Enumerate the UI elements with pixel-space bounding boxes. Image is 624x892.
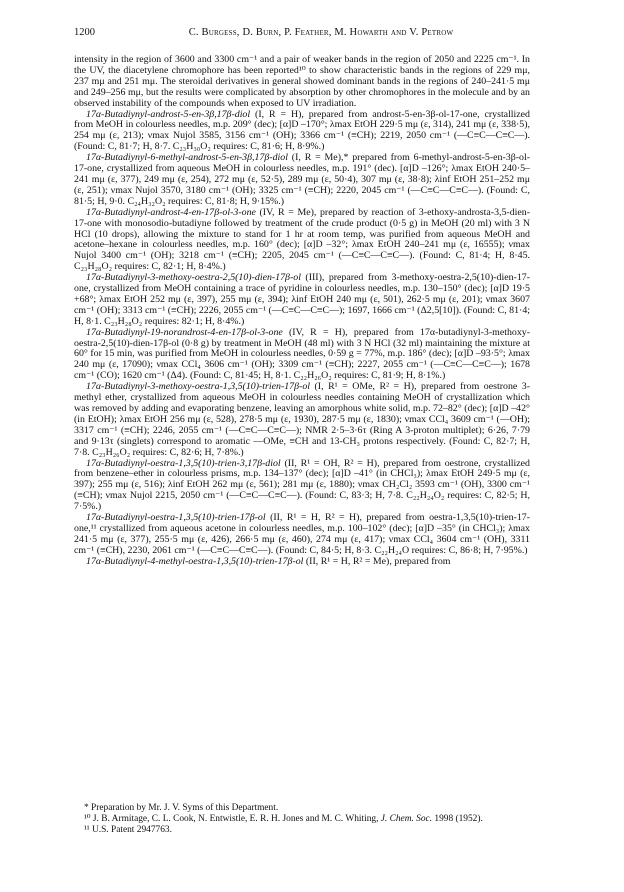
compound-name: 17α-Butadiynyl-androst-4-en-17β-ol-3-one xyxy=(86,206,256,218)
compound-entry xyxy=(74,513,530,557)
compound-name: 17α-Butadiynyl-oestra-1,3,5(10)-trien-3,17β-diol xyxy=(86,457,281,469)
compound-name: 17α-Butadiynyl-6-methyl-androst-5-en-3β,17β-diol xyxy=(86,152,288,164)
compound-name: 17α-Butadiynyl-3-methoxy-oestra-2,5(10)-dien-17β-ol xyxy=(86,272,301,284)
footnote-journal: J. Chem. Soc. xyxy=(380,814,433,824)
compound-details: (II, R¹ = OH, R² = H), prepared from oestrone, crystallized from benzene–ether in colourless prisms, m.p. 134–137° (dec); [α]D –41° (in CHCl₃); λmax EtOH 249·5 mμ (ε, 397); 255 mμ (ε, 516); λinf EtOH 262 mμ (ε, 561); 281 mμ (ε, 1880); νmax CH₂Cl₂ 3593 cm⁻¹ (OH), 3300 cm⁻¹ (≡CH); νmax Nujol 2215, 2050 cm⁻¹ (—C≡C—C≡C—). (Found: C, 83·3; H, 7·8. C₂₂H₂₄O₂ requires: C, 82·5; H, 7·5%.) xyxy=(74,457,530,513)
compound-name: 17α-Butadiynyl-3-methoxy-oestra-1,3,5(10)-trien-17β-ol xyxy=(86,381,310,393)
compound-details: (I, R = H), prepared from androst-5-en-3β-ol-17-one, crystallized from MeOH in colourless needles, m.p. 209° (dec); [α]D –170°; λmax EtOH 229·5 mμ (ε, 314), 241 mμ (ε, 338·5), 254 mμ (ε, 213); νmax Nujol 3585, 3156 cm⁻¹ (OH); 3366 cm⁻¹ (≡CH); 2219, 2050 cm⁻¹ (—C≡C—C≡C—). (Found: C, 81·7; H, 8·7. C₂₃H₃₀O₂ requires: C, 81·6; H, 8·9%.) xyxy=(74,108,530,153)
compound-details: (II, R¹ = H, R² = H), prepared from oestra-1,3,5(10)-trien-17-one,¹¹ crystallized from aqueous acetone in colourless needles, m.p. 100–102° (dec); [α]D –35° (in CHCl₃); λmax 241·5 mμ (ε, 377), 255·5 mμ (ε, 426), 266·5 mμ (ε, 460), 274 mμ (ε, 417); νmax CCl₄ 3604 cm⁻¹ (OH), 3311 cm⁻¹ (≡CH), 2230, 2061 cm⁻¹ (—C≡C—C≡C—). (Found: C, 84·5; H, 8·3. C₂₂H₂₄O requires: C, 86·8; H, 7·95%.) xyxy=(74,512,530,556)
article-body xyxy=(74,55,530,568)
intro-paragraph: intensity in the region of 3600 and 3300 cm⁻¹ and a pair of weaker bands in the region of 2050 and 2225 cm⁻¹. In the UV, the diacetylene chromophore has been reported¹⁰ to show characteristic bands in the regions of 229 mμ, 237 mμ and 251 mμ. The steroidal derivatives in general showed dominant bands in the regions of 240–241·5 mμ and 249–256 mμ, but the results were complicated by absorption by other chromophores in the molecule and by an observed instability of the compounds when exposed to UV irradiation. xyxy=(74,54,530,109)
compound-name: 17α-Butadiynyl-4-methyl-oestra-1,3,5(10)-trien-17β-ol xyxy=(86,555,304,567)
compound-entry xyxy=(74,382,530,458)
footnote: * Preparation by Mr. J. V. Syms of this Department. xyxy=(84,803,279,813)
running-title: C. Burgess, D. Burn, P. Feather, M. Howarth and V. Petrow xyxy=(188,27,454,38)
compound-details: (IV, R = H), prepared from 17α-butadiynyl-3-methoxy-oestra-2,5(10)-dien-17β-ol (0·8 g) by treatment in MeOH (48 ml) with 3 N HCl (32 ml) maintaining the mixture at 60° for 15 min, was purified from MeOH in colourless needles, 0·59 g = 77%, m.p. 186° (dec); [α]D –93·5°; λmax 240 mμ (ε, 17090); νmax CCl₄ 3606 cm⁻¹ (OH); 3309 cm⁻¹ (≡CH); 2227, 2055 cm⁻¹ (—C≡C—C≡C—); 1678 cm⁻¹ (CO); 1620 cm⁻¹ (Δ4). (Found: C, 81·45; H, 8·1. C₂₂H₂₆O₂ requires: C, 81·9; H, 8·1%.) xyxy=(74,326,530,382)
compound-entry xyxy=(74,110,530,154)
compound-entry xyxy=(74,273,530,328)
footnote: ¹¹ U.S. Patent 2947763. xyxy=(84,825,172,835)
compound-entry xyxy=(74,459,530,514)
compound-entry xyxy=(74,557,530,568)
compound-details: (I, R = Me),* prepared from 6-methyl-androst-5-en-3β-ol-17-one, crystallized from aqueous MeOH in colourless needles, m.p. 191° (dec). [α]D –126°; λmax EtOH 240·5–241 mμ (ε, 377), 249 mμ (ε, 254), 272 mμ (ε, 52·5), 289 mμ (ε, 50·4), 307 mμ (ε, 38·8); λinf EtOH 251–252 mμ (ε, 251); νmax Nujol 3570, 3180 cm⁻¹ (OH); 3325 cm⁻¹ (≡CH); 2220, 2045 cm⁻¹ (—C≡C—C≡C—). (Found: C, 81·5; H, 9·0. C₂₄H₃₂O₂ requires: C, 81·8; H, 9·15%.) xyxy=(74,152,530,207)
compound-details: (III), prepared from 3-methoxy-oestra-2,5(10)-dien-17-one, crystallized from MeOH containing a trace of pyridine in colourless needles, m.p. 130–150° (dec); [α]D 19·5 +68°; λmax EtOH 252 mμ (ε, 397), 255 mμ (ε, 394); λinf EtOH 240 mμ (ε, 501), 262·5 mμ (ε, 201); νmax 3607 cm⁻¹ (OH); 3313 cm⁻¹ (≡CH); 2226, 2055 cm⁻¹ (—C≡C—C≡C—); 1697, 1666 cm⁻¹ (Δ2,5[10]). (Found: C, 81·4; H, 8·1. C₂₃H₂₈O₂ requires: 82·1; H, 8·4%.) xyxy=(74,272,530,327)
footnote-authors: ¹⁰ J. B. Armitage, C. L. Cook, N. Entwistle, E. R. H. Jones and M. C. Whiting, xyxy=(84,814,381,824)
compound-name: 17α-Butadiynyl-oestra-1,3,5(10)-trien-17β-ol xyxy=(86,512,266,524)
compound-details: (IV, R = Me), prepared by reaction of 3-ethoxy-androsta-3,5-dien-17-one with monosodio-butadiyne followed by treatment of the crude product (0·5 g) in MeOH (20 ml) with 3 N HCl (10 drops), allowing the mixture to stand for 1 hr at room temp, was purified from aqueous MeOH and acetone–hexane in colourless needles, m.p. 160° (dec); [α]D –32°; λmax EtOH 240–241 mμ (ε, 16555); νmax Nujol 3400 cm⁻¹ (OH); 3218 cm⁻¹ (≡CH); 2205, 2045 cm⁻¹ (—C≡C—C≡C—). (Found: C, 81·4; H, 8·45. C₂₃H₂₈O₂ requires: C, 82·1; H, 8·4%.) xyxy=(74,206,530,273)
compound-entry xyxy=(74,328,530,383)
running-header xyxy=(74,27,528,41)
footnotes xyxy=(74,803,530,836)
page-number: 1200 xyxy=(74,27,95,38)
compound-name: 17α-Butadiynyl-androst-5-en-3β,17β-diol xyxy=(86,108,251,120)
compound-details: (I, R¹ = OMe, R² = H), prepared from oestrone 3-methyl ether, crystallized from aqueous MeOH in colourless needles containing MeOH of crystallization which was removed by adding and evaporating benzene, leaving an amorphous white solid, m.p. 72–82° (dec); [α]D –42° (in EtOH); λmax EtOH 256 mμ (ε, 528), 278·5 mμ (ε, 1930), 287·5 mμ (ε, 1830); νmax CCl₄ 3609 cm⁻¹ (—OH); 3317 cm⁻¹ (≡CH); 2246, 2055 cm⁻¹ (—C≡C—C≡C—); NMR 2·5–3·6τ (Ring A 3-proton multiplet); 6·26, 7·79 and 9·13τ (singlets) correspond to aromatic —OMe, ≡CH and 13-CH₃ protons respectively. (Found: C, 82·7; H, 7·8. C₂₃H₂₆O₂ requires: C, 82·6; H, 7·8%.) xyxy=(74,381,530,458)
compound-entry xyxy=(74,153,530,208)
compound-name: 17α-Butadiynyl-19-norandrost-4-en-17β-ol-3-one xyxy=(86,326,283,338)
compound-details: (II, R¹ = H, R² = Me), prepared from xyxy=(303,555,451,567)
compound-entry xyxy=(74,208,530,273)
footnote-citation: 1998 (1952). xyxy=(432,814,483,824)
footnote xyxy=(74,814,530,825)
